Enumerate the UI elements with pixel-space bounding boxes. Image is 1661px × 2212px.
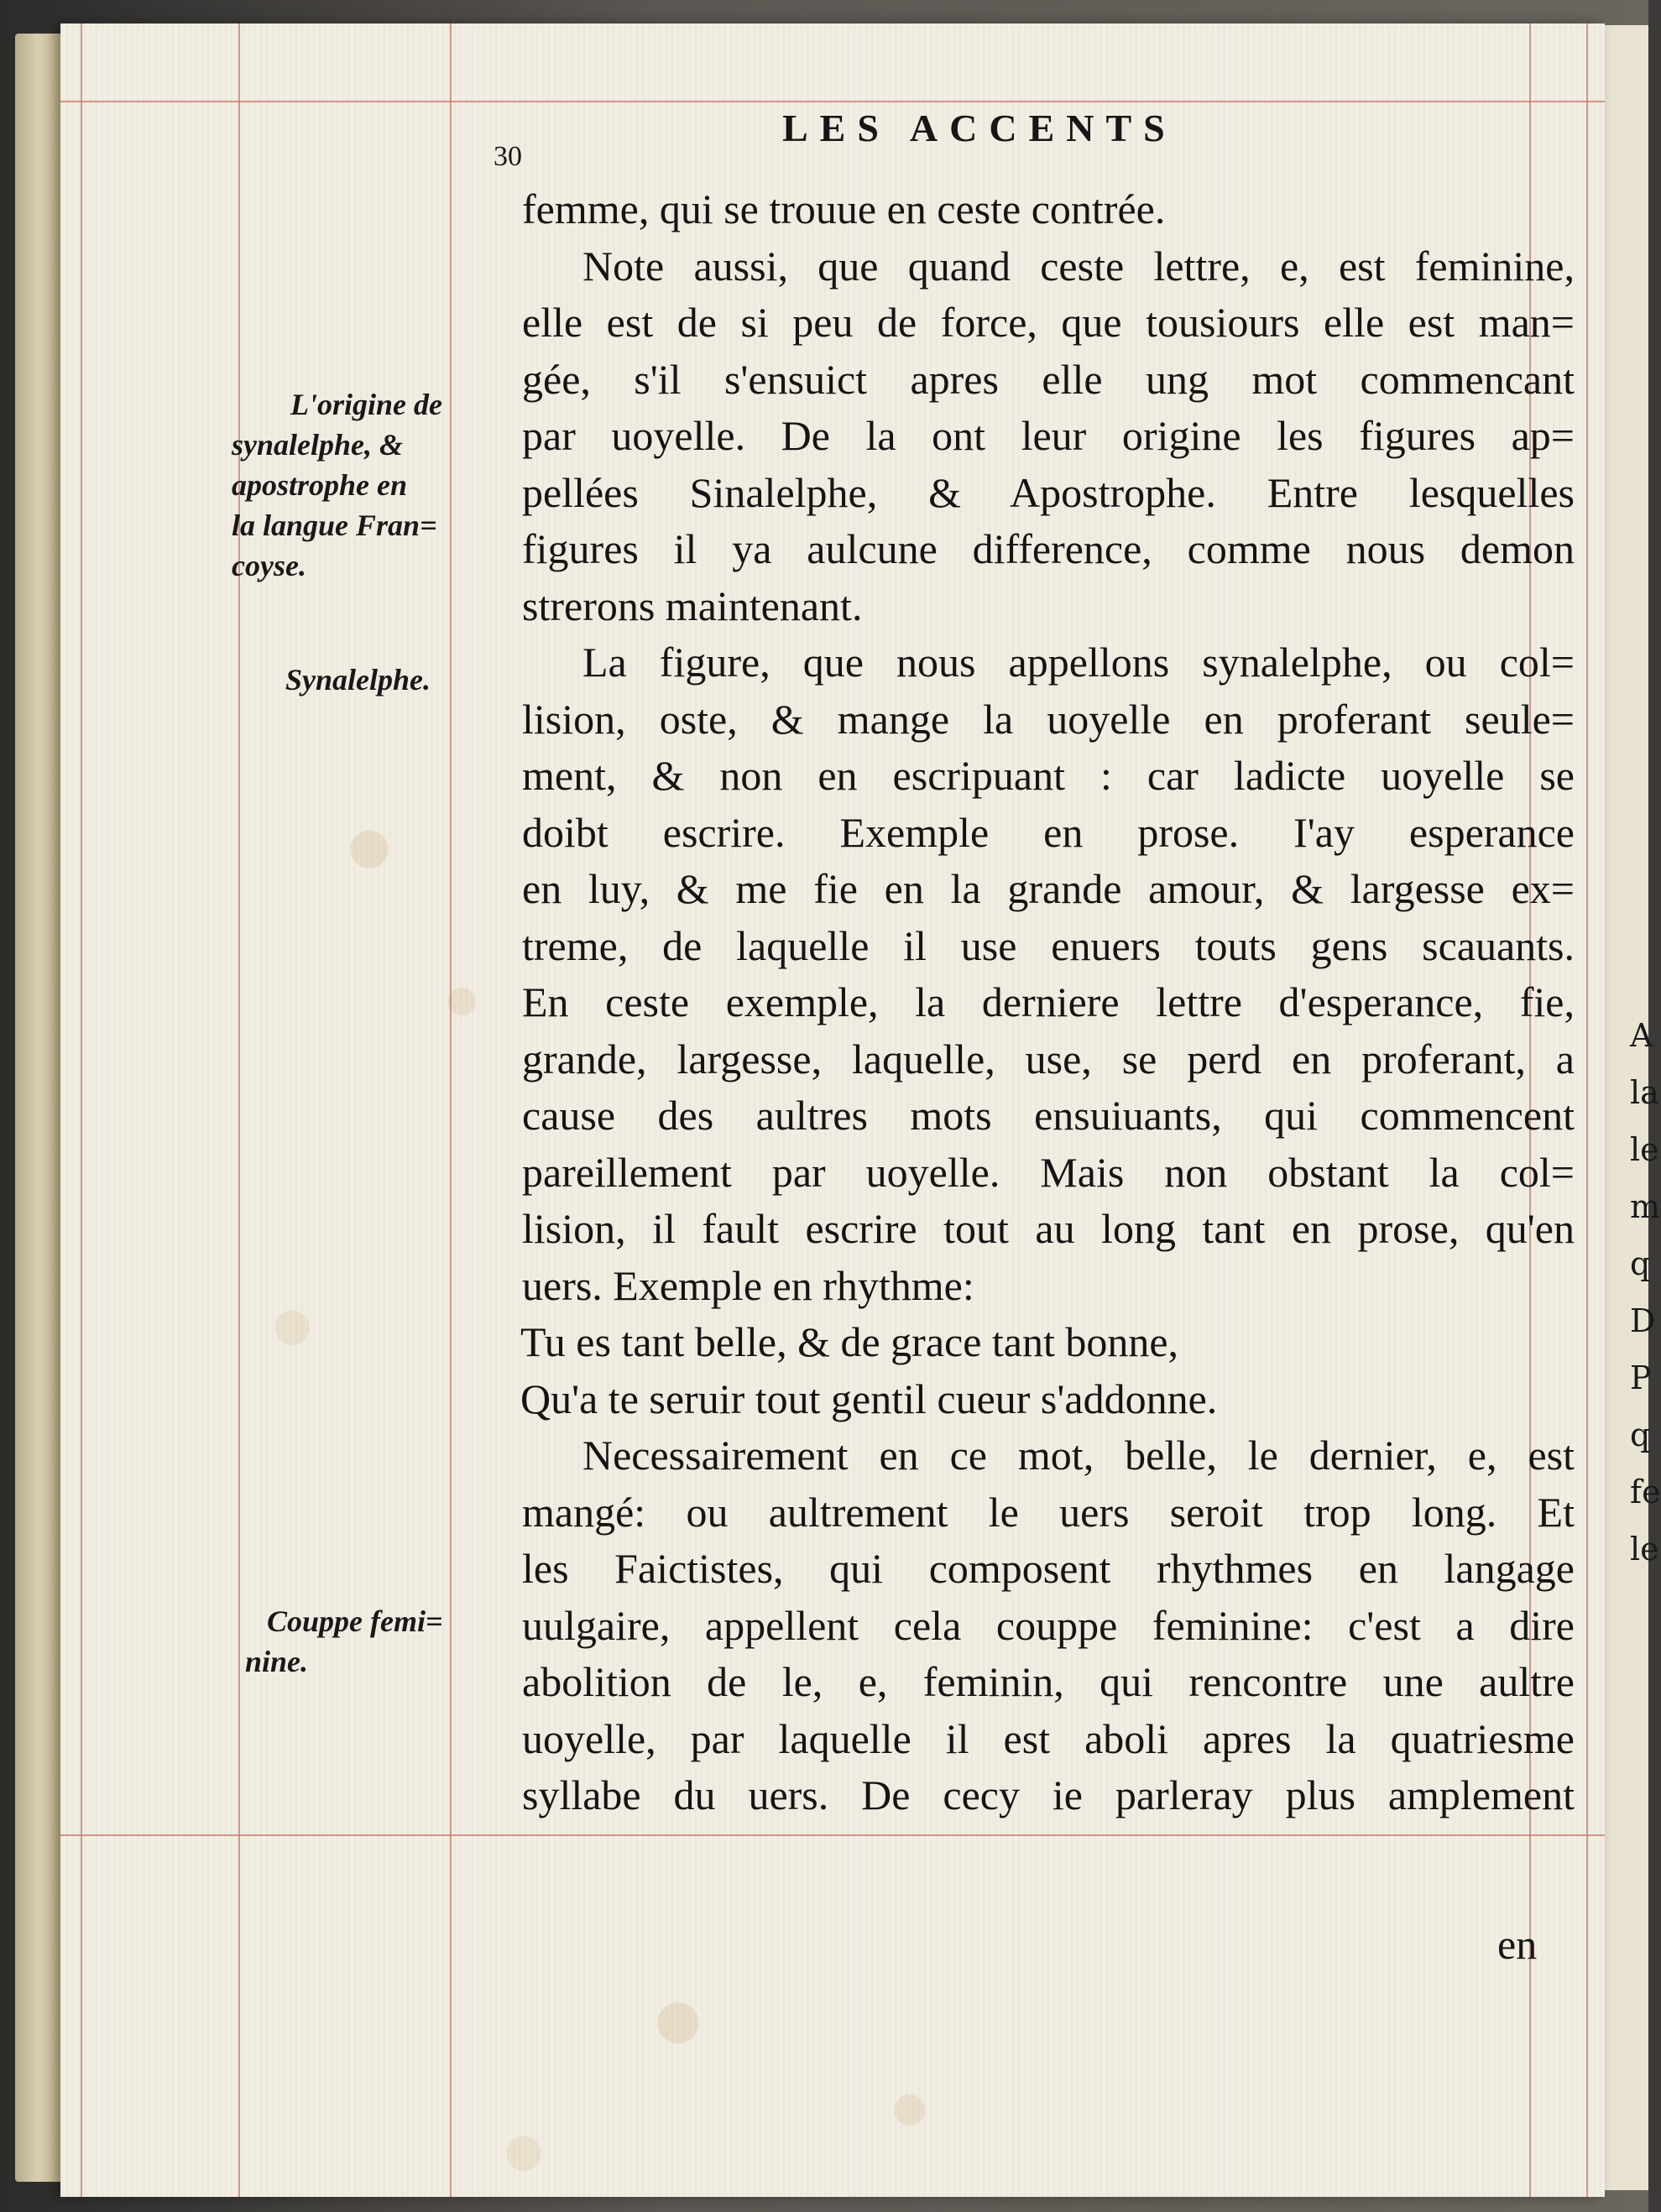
facing-page-fragment: q [1630,1416,1651,1453]
margin-note-couppe [245,1601,443,1682]
text-line: pellées Sinalelphe, & Apostrophe. Entre lesquelles [522,468,1575,516]
rule-left-outer [81,23,82,2197]
text-line: lision, oste, & mange la uoyelle en proferant seule= [522,695,1575,743]
text-line: treme, de laquelle il use enuers touts gens scauants. [522,921,1575,969]
rule-bottom [60,1834,1605,1836]
margin-note-line: nine. [245,1645,309,1678]
facing-page-fragment: P [1630,1359,1652,1396]
text-line: strerons maintenant. [522,582,863,629]
text-line: Necessairement en ce mot, belle, le dernier, e, est [582,1432,1575,1479]
text-line: grande, largesse, laquelle, use, se perd en proferant, a [522,1035,1575,1083]
facing-page-fragment: q [1630,1245,1651,1282]
body-text [522,181,1575,1824]
text-line: gée, s'il s'ensuict apres elle ung mot commencant [522,355,1575,403]
facing-page-fragment: le [1630,1531,1659,1568]
text-line: mangé: ou aultrement le uers seroit trop long. Et [522,1488,1575,1536]
text-line: uers. Exemple en rhythme: [522,1261,974,1309]
text-line: syllabe du uers. De cecy ie parleray plus amplement [522,1771,1575,1818]
facing-page-fragment: fe [1630,1474,1661,1510]
rule-margin-right [450,23,452,2197]
text-line: par uoyelle. De la ont leur origine les figures ap= [522,412,1575,459]
text-line: ment, & non en escripuant : car ladicte uoyelle se [522,752,1575,799]
text-line: En ceste exemple, la derniere lettre d'esperance, fie, [522,978,1575,1025]
facing-page-letters [1630,1007,1661,1578]
rule-margin-left [238,23,240,2197]
margin-note-line: synalelphe, & [232,428,403,462]
margin-note-line: Synalelphe. [285,663,431,696]
facing-page-fragment: D [1630,1302,1656,1339]
text-line: La figure, que nous appellons synalelphe, ou col= [582,639,1575,686]
text-line: elle est de si peu de force, que tousiours elle est man= [522,299,1575,346]
margin-note-synalelphe [285,660,431,700]
margin-note-line: la langue Fran= [232,509,437,542]
text-line: abolition de le, e, feminin, qui rencontre une aultre [522,1658,1575,1705]
text-line: doibt escrire. Exemple en prose. I'ay esperance [522,808,1575,856]
text-line: pareillement par uoyelle. Mais non obstant la col= [522,1148,1575,1196]
verse-line: Qu'a te seruir tout gentil cueur s'addonne. [520,1375,1218,1422]
text-line: lision, il fault escrire tout au long tant en prose, qu'en [522,1205,1575,1252]
margin-note-line: L'origine de [290,388,442,421]
text-line: les Faictistes, qui composent rhythmes en langage [522,1545,1575,1592]
folio-number: 30 [494,141,522,172]
margin-note-line: apostrophe en [232,468,408,502]
verse-line: Tu es tant belle, & de grace tant bonne, [520,1318,1179,1365]
margin-note-origine [232,384,442,586]
running-head: LES ACCENTS [782,107,1177,149]
text-line: figures il ya aulcune difference, comme nous demon [522,525,1575,572]
catchword: en [1497,1921,1538,1968]
facing-page-fragment: le [1630,1131,1659,1168]
text-line: uoyelle, par laquelle il est aboli apres la quatriesme [522,1714,1575,1762]
text-line: uulgaire, appellent cela couppe feminine: c'est a dire [522,1601,1575,1649]
margin-note-line: coyse. [232,549,306,582]
text-line: Note aussi, que quand ceste lettre, e, est feminine, [582,242,1575,290]
text-line: en luy, & me fie en la grande amour, & largesse ex= [522,865,1575,912]
text-line: femme, qui se trouue en ceste contrée. [522,185,1166,232]
rule-top [60,101,1605,102]
margin-note-line: Couppe femi= [267,1604,443,1638]
text-line: cause des aultres mots ensuiuants, qui commencent [522,1092,1575,1139]
facing-page-fragment: m [1630,1188,1661,1225]
rule-right-outer [1586,23,1588,2197]
facing-page-fragment: A [1630,1017,1653,1054]
facing-page-fragment: la [1630,1074,1659,1111]
book-page [60,23,1605,2197]
